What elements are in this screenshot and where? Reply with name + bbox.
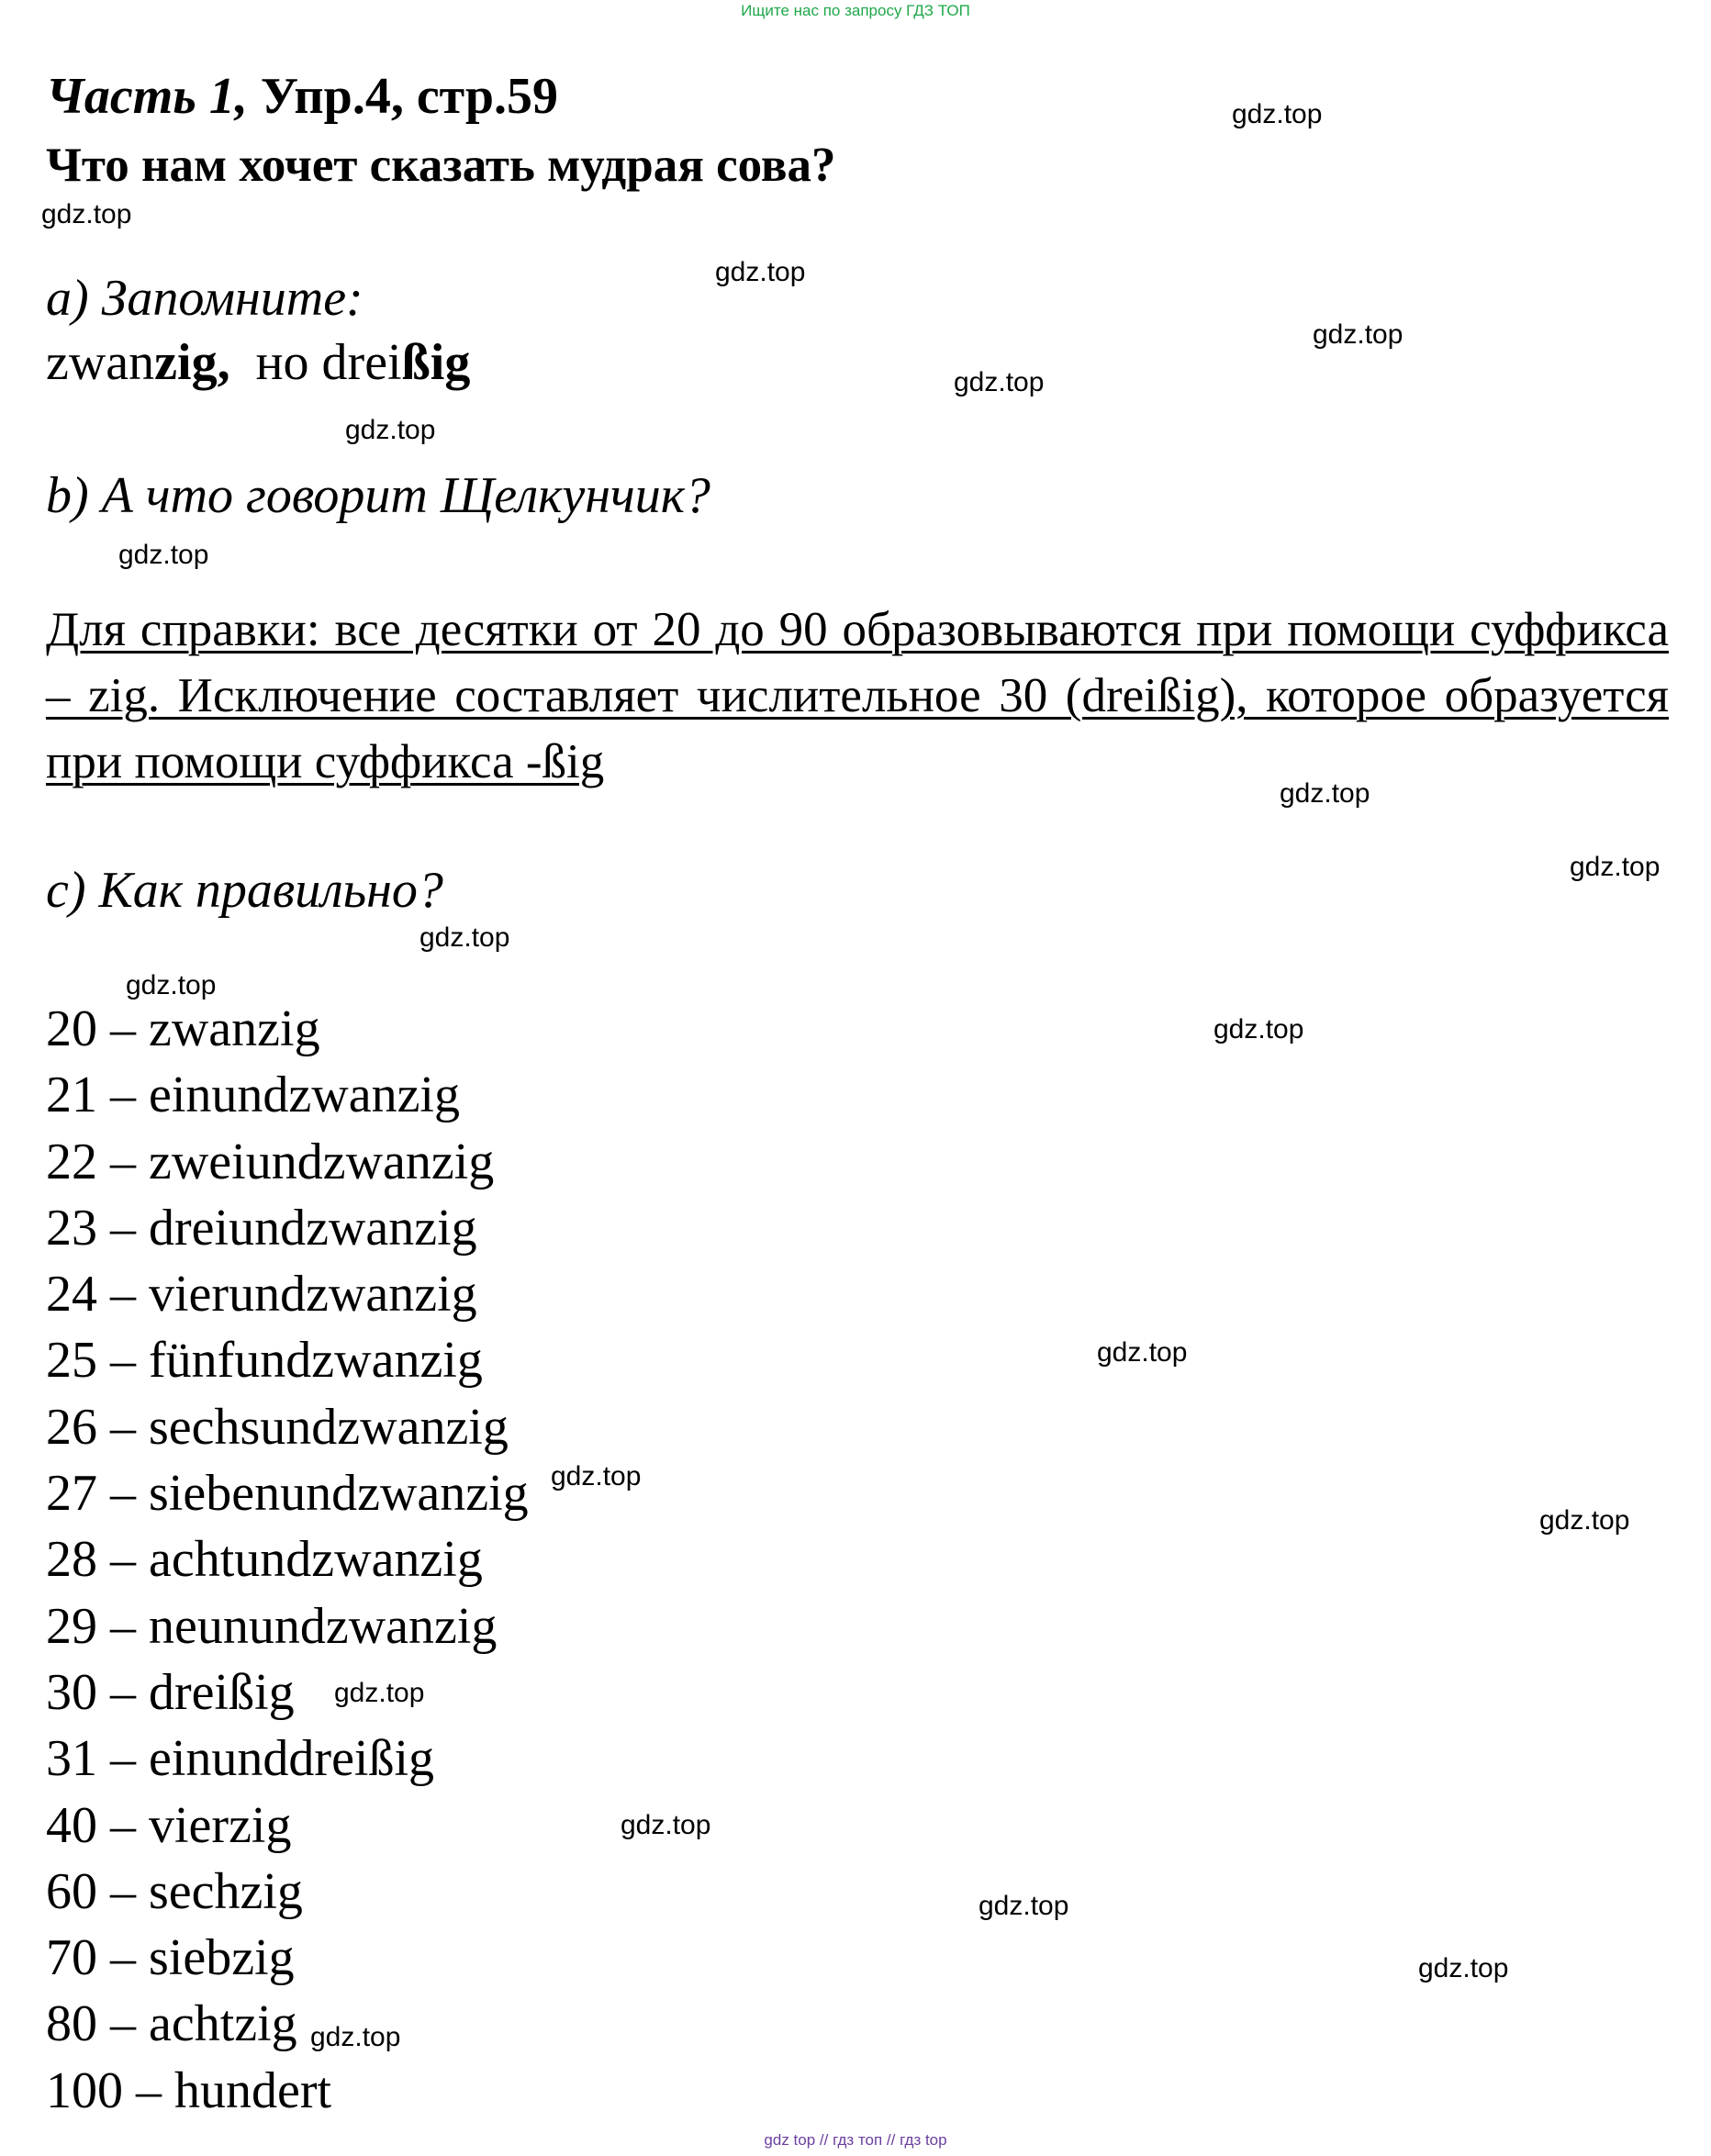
watermark: gdz.top xyxy=(41,199,132,229)
watermark: gdz.top xyxy=(118,540,209,570)
list-item: 26 – sechsundzwanzig xyxy=(46,1398,509,1456)
list-item: 24 – vierundzwanzig xyxy=(46,1266,477,1324)
watermark: gdz.top xyxy=(979,1891,1069,1921)
section-c-heading: c) Как правильно? xyxy=(46,862,443,919)
reference-note: Для справки: все десятки от 20 до 90 образовываются при помощи суффикса – zig. Исключение составляет числительное 30 (dreißig), которое образуется при помощи суффикса -ßig xyxy=(46,603,1669,788)
dreissig-plain: drei xyxy=(321,334,402,391)
watermark: gdz.top xyxy=(345,415,436,445)
list-item: 100 – hundert xyxy=(46,2061,332,2119)
watermark: gdz.top xyxy=(1280,778,1370,809)
page-title xyxy=(46,64,558,128)
watermark: gdz.top xyxy=(715,257,806,287)
zwanzig-bold: zig xyxy=(154,334,218,391)
zwanzig-plain: zwan xyxy=(46,334,155,391)
list-item: 22 – zweiundzwanzig xyxy=(46,1133,495,1190)
watermark: gdz.top xyxy=(126,970,217,1000)
list-item: 30 – dreißig xyxy=(46,1663,295,1721)
numbers-list xyxy=(46,996,529,2124)
list-item: 21 – einundzwanzig xyxy=(46,1067,460,1124)
list-item: 20 – zwanzig xyxy=(46,1000,320,1057)
but-word: но xyxy=(255,334,309,391)
section-a-heading: a) Запомните: xyxy=(46,270,363,327)
list-item: 31 – einunddreißig xyxy=(46,1730,435,1788)
watermark: gdz.top xyxy=(1313,319,1403,350)
watermark: gdz.top xyxy=(954,367,1045,397)
dreissig-bold: ßig xyxy=(401,334,471,391)
list-item: 25 – fünfundzwanzig xyxy=(46,1332,483,1390)
watermark: gdz.top xyxy=(621,1810,711,1840)
section-b-heading: b) А что говорит Щелкунчик? xyxy=(46,467,710,524)
watermark: gdz.top xyxy=(334,1678,425,1708)
page-subtitle: Что нам хочет сказать мудрая сова? xyxy=(46,139,836,192)
watermark: gdz.top xyxy=(1097,1337,1188,1368)
zig-rule-line xyxy=(46,330,470,395)
watermark: gdz.top xyxy=(1570,852,1661,882)
list-item: 29 – neunundzwanzig xyxy=(46,1597,498,1655)
watermark: gdz.top xyxy=(1232,99,1323,129)
bottom-banner[interactable]: gdz top // гдз топ // гдз top xyxy=(764,2131,947,2149)
watermark: gdz.top xyxy=(1539,1505,1630,1536)
watermark: gdz.top xyxy=(419,922,510,953)
comma: , xyxy=(217,334,230,391)
list-item: 60 – sechzig xyxy=(46,1862,303,1920)
title-exercise: Упр.4, стр.59 xyxy=(260,68,559,125)
watermark: gdz.top xyxy=(1213,1014,1304,1044)
list-item: 27 – siebenundzwanzig xyxy=(46,1465,529,1523)
top-banner[interactable]: Ищите нас по запросу ГДЗ ТОП xyxy=(741,2,970,19)
title-part: Часть 1, xyxy=(46,68,248,125)
list-item: 28 – achtundzwanzig xyxy=(46,1531,483,1589)
list-item: 40 – vierzig xyxy=(46,1796,292,1854)
watermark: gdz.top xyxy=(1418,1953,1509,1983)
list-item: 70 – siebzig xyxy=(46,1929,295,1987)
list-item: 80 – achtzig xyxy=(46,1995,297,2053)
watermark: gdz.top xyxy=(310,2022,401,2052)
watermark: gdz.top xyxy=(551,1461,642,1491)
list-item: 23 – dreiundzwanzig xyxy=(46,1199,477,1257)
